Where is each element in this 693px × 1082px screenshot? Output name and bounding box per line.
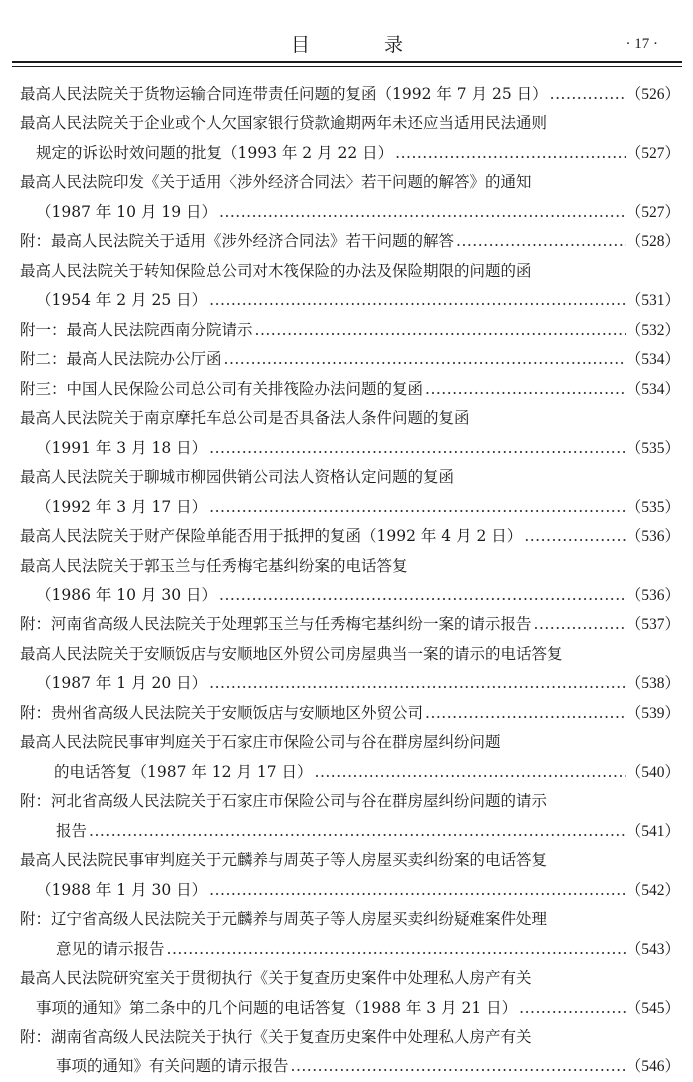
dot-leader [207,286,626,315]
toc-entry-text: 最高人民法院关于财产保险单能否用于抵押的复函（1992 年 4 月 2 日） [20,527,523,546]
toc-entry-line [20,935,680,964]
toc-entry-line [20,846,680,875]
toc-entry-line [20,552,680,581]
toc-entry-text: （1986 年 10 月 30 日） [36,585,218,604]
toc-page-number: （535） [625,498,680,516]
toc-page-number: （534） [625,380,680,398]
toc-entry-text: 最高人民法院关于转知保险总公司对木筏保险的办法及保险期限的问题的函 [20,261,532,280]
toc-entry-line [20,316,680,345]
dot-leader [207,876,626,905]
toc-entry-line [20,1023,680,1052]
toc-entry-line [20,610,680,639]
toc-entry-line [20,286,680,315]
toc-entry-text: 事项的通知》有关问题的请示报告 [56,1057,289,1076]
toc-entry-text: 最高人民法院研究室关于贯彻执行《关于复查历史案件中处理私人房产有关 [20,969,532,988]
toc-entry-line [20,787,680,816]
toc-entry-line [20,493,680,522]
toc-entry-line [20,817,680,846]
toc-entry-text: 附：河南省高级人民法院关于处理郭玉兰与任秀梅宅基纠纷一案的请示报告 [20,615,532,634]
toc-entry-text: （1992 年 3 月 17 日） [36,497,208,516]
toc-entry-text: 最高人民法院关于安顺饭店与安顺地区外贸公司房屋典当一案的请示的电话答复 [20,644,563,663]
dot-leader [454,227,626,256]
toc-entry-line [20,994,680,1023]
toc-entry-line [20,434,680,463]
toc-page-number: （540） [625,763,680,781]
toc-entry-line [20,375,680,404]
toc-page-number: （537） [625,616,680,634]
toc-entry-text: 规定的诉讼时效问题的批复（1993 年 2 月 22 日） [36,143,394,162]
toc-entry-text: （1987 年 10 月 19 日） [36,202,218,221]
toc-entry-text: 最高人民法院印发《关于适用〈涉外经济合同法〉若干问题的解答》的通知 [20,173,532,192]
header-rule-thick [12,61,682,63]
toc-entry-text: 意见的请示报告 [56,939,165,958]
toc-entry-text: （1987 年 1 月 20 日） [36,674,208,693]
toc-entry-text: 最高人民法院关于企业或个人欠国家银行贷款逾期两年未还应当适用民法通则 [20,114,548,133]
toc-page-number: （546） [625,1058,680,1076]
toc-entry-line [20,168,680,197]
toc-entry-text: （1954 年 2 月 25 日） [36,291,208,310]
dot-leader [423,375,626,404]
toc-entry-line [20,227,680,256]
dot-leader [393,139,626,168]
dot-leader [222,345,626,374]
toc-entry-line [20,345,680,374]
toc-entry-text: 最高人民法院关于郭玉兰与任秀梅宅基纠纷案的电话答复 [20,556,408,575]
toc-entry-text: 附：河北省高级人民法院关于石家庄市保险公司与谷在群房屋纠纷问题的请示 [20,792,548,811]
page-title: 目 录 [290,34,438,56]
toc-entry-text: 附：湖南省高级人民法院关于执行《关于复查历史案件中处理私人房产有关 [20,1028,532,1046]
dot-leader [423,699,626,728]
toc-entry-line [20,876,680,905]
toc-page-number: （527） [625,203,680,221]
toc-entry-text: 报告 [56,821,88,840]
toc-page-number: （539） [625,704,680,722]
toc-page-number: （528） [625,233,680,251]
toc-page-number: （536） [625,586,680,604]
toc-entry-text: 最高人民法院关于南京摩托车总公司是否具备法人条件问题的复函 [20,409,470,428]
toc-entry-line [20,640,680,669]
toc-page-number: （541） [625,822,680,840]
toc-entry-text: 附：贵州省高级人民法院关于安顺饭店与安顺地区外贸公司 [20,703,424,722]
toc-page-number: （531） [625,292,680,310]
toc-entry-line [20,198,680,227]
toc-entry-line [20,139,680,168]
dot-leader [207,434,626,463]
toc-page-number: （534） [625,351,680,369]
dot-leader [207,669,626,698]
toc-entry-line [20,728,680,757]
toc-entry-text: 附二：最高人民法院办公厅函 [20,350,222,369]
toc-entry-line [20,964,680,993]
dot-leader [313,758,626,787]
toc-page-number: （542） [625,881,680,899]
toc-page-number: （527） [625,144,680,162]
toc-entry-text: 最高人民法院关于货物运输合同连带责任问题的复函（1992 年 7 月 25 日） [20,85,548,103]
toc-entry-line [20,669,680,698]
toc-page-number: （532） [625,321,680,339]
toc-entry-line [20,699,680,728]
toc-entry-text: 附：最高人民法院关于适用《涉外经济合同法》若干问题的解答 [20,232,455,251]
toc-entry-text: 附：辽宁省高级人民法院关于元麟养与周英子等人房屋买卖纠纷疑难案件处理 [20,910,548,929]
toc-entry-text: 事项的通知》第二条中的几个问题的电话答复（1988 年 3 月 21 日） [36,998,518,1017]
toc-entry-line [20,581,680,610]
toc-page-number: （538） [625,675,680,693]
toc-entry-line [20,257,680,286]
dot-leader [87,817,626,846]
toc-entry-text: 附一：最高人民法院西南分院请示 [20,320,253,339]
toc-entry-line [20,463,680,492]
toc-entry-text: 最高人民法院民事审判庭关于元麟养与周英子等人房屋买卖纠纷案的电话答复 [20,851,548,870]
dot-leader [217,198,626,227]
toc-page-number: （543） [625,940,680,958]
dot-leader [207,493,626,522]
toc-page-number: （535） [625,439,680,457]
toc-entry-line [20,1052,680,1081]
toc-entry-line [20,522,680,551]
header-rule-thin [12,66,682,67]
toc-page-number: （536） [625,528,680,546]
dot-leader [165,935,626,964]
toc-entry-line [20,404,680,433]
toc-entry-text: 附三：中国人民保险公司总公司有关排筏险办法问题的复函 [20,379,424,398]
toc-entry-text: 最高人民法院民事审判庭关于石家庄市保险公司与谷在群房屋纠纷问题 [20,733,501,752]
toc-entry-line [20,109,680,138]
toc-entry-line [20,905,680,934]
toc-entry-text: （1988 年 1 月 30 日） [36,880,208,899]
toc-entry-text: （1991 年 3 月 18 日） [36,438,208,457]
dot-leader [253,316,626,345]
dot-leader [289,1052,626,1081]
table-of-contents [20,80,680,1082]
dot-leader [522,522,625,551]
toc-entry-line [20,80,680,109]
toc-entry-text: 的电话答复（1987 年 12 月 17 日） [54,762,313,781]
dot-leader [548,80,626,109]
toc-page-number: （526） [625,86,680,103]
toc-entry-text: 最高人民法院关于聊城市柳园供销公司法人资格认定问题的复函 [20,468,455,487]
page-number: · 17 · [625,36,658,52]
dot-leader [532,610,626,639]
toc-page-number: （545） [625,999,680,1017]
dot-leader [217,581,626,610]
dot-leader [517,994,626,1023]
page-header [12,0,682,64]
toc-entry-line [20,758,680,787]
